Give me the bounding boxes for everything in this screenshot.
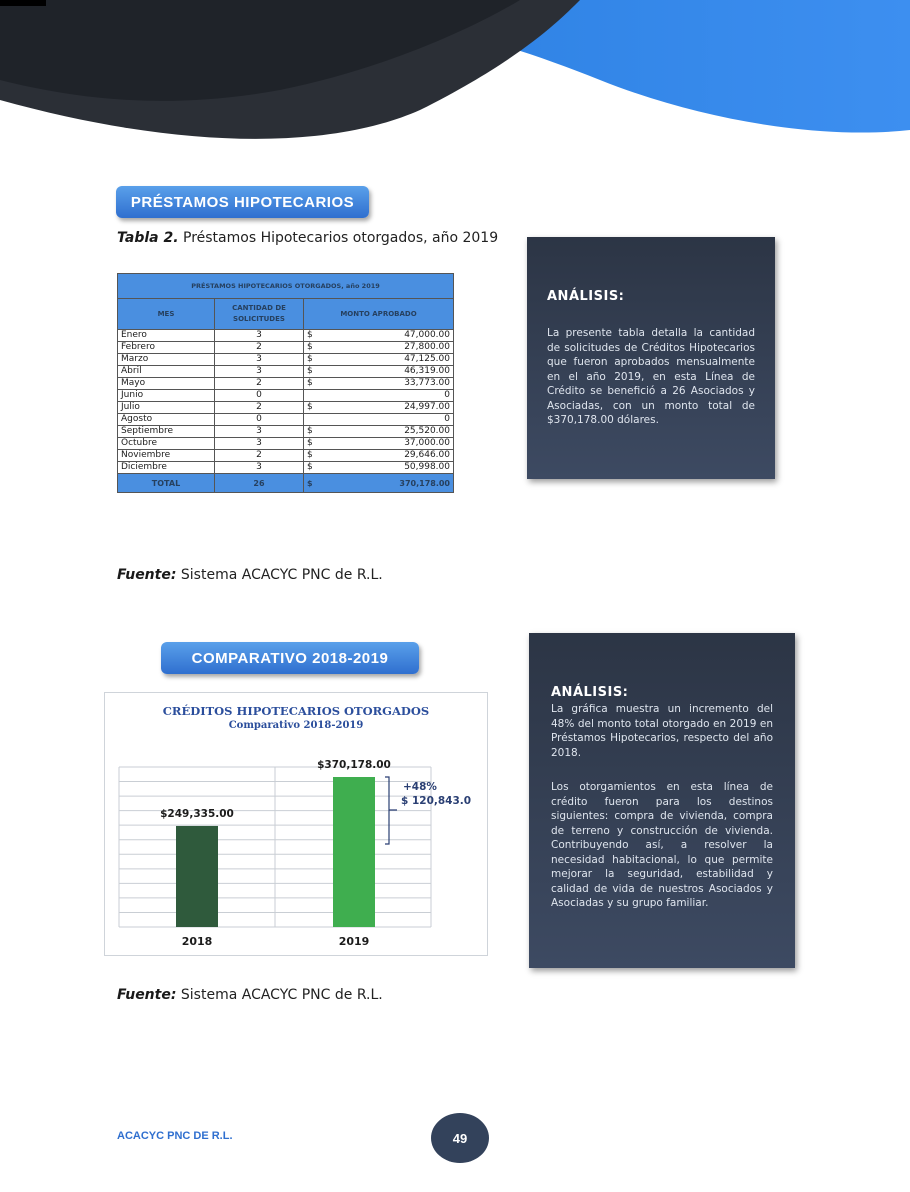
row-mes: Diciembre: [118, 462, 215, 474]
table-row: [118, 342, 454, 354]
bar-value-label: $370,178.00: [317, 759, 391, 771]
total-monto: 370,178.00: [322, 474, 454, 493]
row-monto: 27,800.00: [322, 342, 454, 354]
table-row: [118, 378, 454, 390]
footer-org: ACACYC PNC DE R.L.: [117, 1130, 233, 1142]
section-title-prestamos: [116, 186, 369, 218]
category-label: 2019: [338, 935, 370, 948]
row-monto: 24,997.00: [322, 402, 454, 414]
row-cantidad: 2: [215, 342, 304, 354]
table-row: [118, 366, 454, 378]
row-mes: Marzo: [118, 354, 215, 366]
total-cantidad: 26: [215, 474, 304, 493]
fuente-text: Sistema ACACYC PNC de R.L.: [180, 567, 383, 583]
row-currency: $: [304, 342, 323, 354]
row-mes: Febrero: [118, 342, 215, 354]
table-row: [118, 462, 454, 474]
fuente-label: Fuente:: [117, 987, 177, 1003]
row-currency: $: [304, 438, 323, 450]
row-mes: Septiembre: [118, 426, 215, 438]
row-mes: Agosto: [118, 414, 215, 426]
fuente-label: Fuente:: [117, 567, 177, 583]
row-currency: $: [304, 354, 323, 366]
fuente-text: Sistema ACACYC PNC de R.L.: [180, 987, 383, 1003]
table-title: PRÉSTAMOS HIPOTECARIOS OTORGADOS, año 2019: [118, 274, 454, 299]
col-header-cantidad: CANTIDAD DE SOLICITUDES: [215, 299, 304, 330]
analysis-para-1: La gráfica muestra un incremento del 48% del monto total otorgado en 2019 en Préstamos Hipotecarios, respecto del año 2018.: [551, 703, 773, 759]
bar-value-label: $249,335.00: [160, 807, 234, 820]
section-title-text: COMPARATIVO 2018-2019: [191, 649, 389, 667]
row-monto: 0: [322, 390, 454, 402]
analysis-para-2: Los otorgamientos en esta línea de crédito fueron para los destinos siguientes: compra de vivienda, compra de terreno y construcción de vivienda. Contribuyendo así, a resolver la necesidad habitacional, lo que permite mejorar la seguridad, estabilidad y calidad de vida de nuestros Asociados y Asociadas y su grupo familiar.: [551, 781, 773, 909]
table-row: [118, 450, 454, 462]
analysis-text: La presente tabla detalla la cantidad de solicitudes de Créditos Hipotecarios que fueron aprobados mensualmente en el año 2019, en esta Línea de Crédito se benefició a 26 Asociados y Asociadas, con un monto total de $370,178.00 dólares.: [547, 327, 755, 426]
fuente-2: [117, 987, 383, 1003]
row-monto: 0: [322, 414, 454, 426]
row-mes: Mayo: [118, 378, 215, 390]
row-cantidad: 2: [215, 378, 304, 390]
row-cantidad: 3: [215, 330, 304, 342]
row-monto: 33,773.00: [322, 378, 454, 390]
table-row: [118, 414, 454, 426]
table-row: [118, 354, 454, 366]
caption-text: Préstamos Hipotecarios otorgados, año 2019: [183, 230, 499, 246]
page-number-text: 49: [452, 1130, 468, 1146]
row-currency: [304, 390, 323, 402]
analysis-heading: ANÁLISIS:: [551, 685, 629, 700]
row-mes: Junio: [118, 390, 215, 402]
bar-2019: [333, 777, 375, 927]
table-row: [118, 390, 454, 402]
row-currency: $: [304, 402, 323, 414]
bar-2018: [176, 826, 218, 927]
row-monto: 46,319.00: [322, 366, 454, 378]
row-cantidad: 0: [215, 414, 304, 426]
analysis-box-2: [529, 633, 795, 968]
row-cantidad: 3: [215, 438, 304, 450]
loans-table: [117, 273, 454, 493]
page-number: [431, 1113, 489, 1163]
row-currency: $: [304, 330, 323, 342]
header-wave-decoration: [0, 0, 910, 160]
table-row: [118, 330, 454, 342]
table-caption: [117, 230, 498, 246]
row-monto: 47,000.00: [322, 330, 454, 342]
row-cantidad: 3: [215, 354, 304, 366]
section-title-text: PRÉSTAMOS HIPOTECARIOS: [130, 193, 355, 211]
category-label: 2018: [181, 935, 213, 948]
row-mes: Abril: [118, 366, 215, 378]
fuente-1: [117, 567, 383, 583]
row-currency: $: [304, 450, 323, 462]
table-row: [118, 438, 454, 450]
row-cantidad: 3: [215, 462, 304, 474]
chart-subtitle: Comparativo 2018-2019: [228, 720, 364, 731]
caption-label: Tabla 2.: [117, 230, 179, 246]
row-cantidad: 0: [215, 390, 304, 402]
row-mes: Octubre: [118, 438, 215, 450]
row-monto: 50,998.00: [322, 462, 454, 474]
table-row: [118, 426, 454, 438]
row-currency: $: [304, 426, 323, 438]
row-mes: Enero: [118, 330, 215, 342]
row-mes: Julio: [118, 402, 215, 414]
chart-title: CRÉDITOS HIPOTECARIOS OTORGADOS: [162, 704, 430, 718]
comparison-chart: [104, 692, 488, 956]
row-cantidad: 3: [215, 426, 304, 438]
analysis-heading: ANÁLISIS:: [547, 289, 625, 304]
increase-amount: $ 120,843.0: [401, 795, 472, 807]
row-currency: $: [304, 366, 323, 378]
row-cantidad: 2: [215, 450, 304, 462]
row-currency: $: [304, 462, 323, 474]
row-mes: Noviembre: [118, 450, 215, 462]
chart-svg: [105, 693, 487, 955]
section-title-comparativo: [161, 642, 419, 674]
increase-percent: +48%: [403, 781, 437, 793]
col-header-monto: MONTO APROBADO: [304, 299, 454, 330]
row-currency: $: [304, 378, 323, 390]
row-monto: 47,125.00: [322, 354, 454, 366]
analysis-box-1: [527, 237, 775, 479]
row-monto: 37,000.00: [322, 438, 454, 450]
row-monto: 25,520.00: [322, 426, 454, 438]
row-cantidad: 3: [215, 366, 304, 378]
row-monto: 29,646.00: [322, 450, 454, 462]
row-currency: [304, 414, 323, 426]
row-cantidad: 2: [215, 402, 304, 414]
total-currency: $: [304, 474, 323, 493]
col-header-mes: MES: [118, 299, 215, 330]
table-body: [118, 330, 454, 474]
table-row: [118, 402, 454, 414]
total-label: TOTAL: [118, 474, 215, 493]
